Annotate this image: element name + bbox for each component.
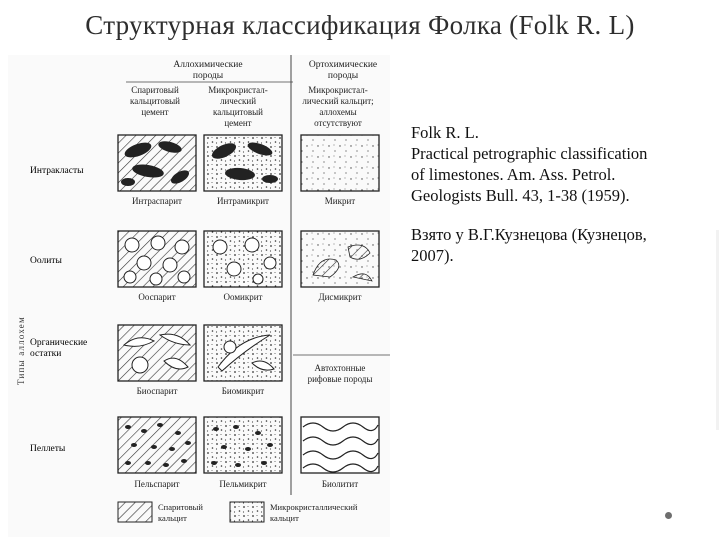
svg-text:породы: породы	[192, 71, 224, 81]
caption-dismicrite: Дисмикрит	[318, 292, 362, 302]
row-label-oolites: Оолиты	[30, 256, 62, 266]
caption-intrasparite: Интраспарит	[132, 196, 182, 206]
caption-intramicrite: Интрамикрит	[217, 196, 269, 206]
source-note: Взято у В.Г.Кузнецова (Кузнецов, 2007).	[411, 225, 647, 265]
svg-text:Спаритовый: Спаритовый	[158, 502, 203, 512]
citation: Folk R. L. Practical petrographic classification of limestones. Am. Ass. Petrol. Geologists Bull. 43, 1-38 (1959).	[411, 123, 648, 205]
svg-text:рифовые породы: рифовые породы	[307, 374, 373, 384]
cell-micrite	[301, 135, 379, 191]
cell-biomicrite	[204, 325, 282, 381]
svg-text:цемент: цемент	[141, 107, 169, 117]
svg-text:Автохтонные: Автохтонные	[314, 363, 366, 373]
caption-biomicrite: Биомикрит	[221, 386, 265, 396]
caption-pelmicrite: Пельмикрит	[219, 479, 267, 489]
cell-oosparite	[118, 231, 196, 287]
cell-biosparite	[118, 325, 196, 381]
svg-text:Микрокристал-: Микрокристал-	[308, 85, 368, 95]
reef-label	[308, 363, 373, 384]
folk-classification-figure	[8, 55, 390, 537]
reference-text	[411, 122, 711, 284]
caption-biolithite: Биолитит	[321, 479, 359, 489]
svg-text:породы: породы	[327, 71, 359, 81]
svg-text:Ортохимические: Ортохимические	[308, 60, 378, 70]
svg-text:кальцитовый: кальцитовый	[130, 96, 180, 106]
cell-pelmicrite	[204, 417, 282, 473]
svg-text:лический кальцит;: лический кальцит;	[302, 96, 374, 106]
slide-title: Структурная классификация Фолка (Folk R. L)	[85, 10, 635, 40]
svg-text:кальцит: кальцит	[270, 513, 299, 523]
cell-dismicrite	[301, 231, 379, 287]
row-label-intraclasts: Интракласты	[30, 166, 84, 176]
cell-intramicrite	[204, 135, 282, 191]
caption-oosparite: Ооспарит	[138, 292, 176, 302]
svg-text:лический: лический	[219, 96, 257, 106]
cell-biolithite	[301, 417, 379, 473]
caption-biosparite: Биоспарит	[136, 386, 178, 396]
svg-text:кальцит: кальцит	[158, 513, 187, 523]
right-edge-bar	[716, 230, 719, 430]
slide-bullet-dot	[665, 512, 672, 519]
caption-oomicrite: Оомикрит	[223, 292, 263, 302]
svg-text:Спаритовый: Спаритовый	[131, 85, 179, 95]
svg-text:Органические: Органические	[30, 338, 88, 348]
svg-text:кальцитовый: кальцитовый	[213, 107, 263, 117]
svg-text:отсутствуют: отсутствуют	[314, 118, 362, 128]
svg-text:Аллохимические: Аллохимические	[173, 60, 243, 70]
svg-text:Микрокристаллический: Микрокристаллический	[270, 502, 358, 512]
svg-text:аллохемы: аллохемы	[319, 107, 357, 117]
side-label-allochem-types: Типы аллохем	[16, 316, 26, 385]
cell-pelsparite	[118, 417, 196, 473]
caption-pelsparite: Пельспарит	[134, 479, 180, 489]
svg-text:цемент: цемент	[224, 118, 252, 128]
cell-oomicrite	[204, 231, 282, 287]
row-label-pellets: Пеллеты	[30, 444, 66, 454]
svg-text:остатки: остатки	[30, 349, 62, 359]
caption-micrite: Микрит	[324, 196, 356, 206]
svg-text:Микрокристал-: Микрокристал-	[208, 85, 268, 95]
cell-intrasparite	[118, 135, 196, 191]
